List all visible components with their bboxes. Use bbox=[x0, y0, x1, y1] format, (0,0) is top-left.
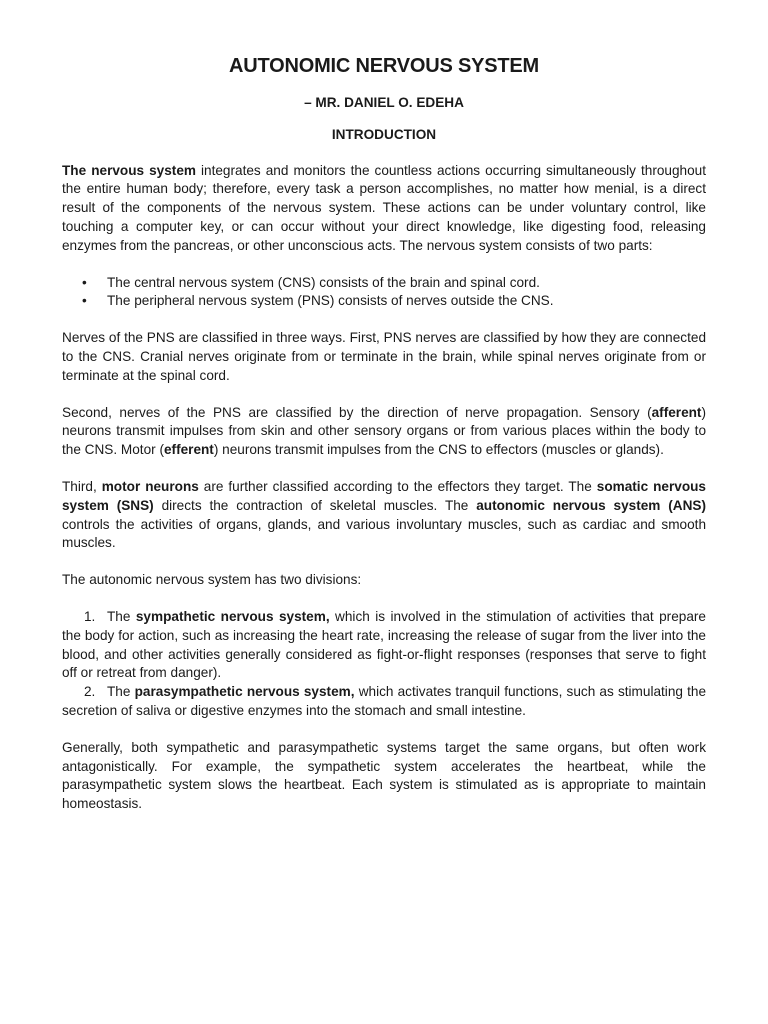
document-title: AUTONOMIC NERVOUS SYSTEM bbox=[228, 55, 540, 77]
text-run: The bbox=[107, 608, 136, 624]
paragraph-antagonistic-systems: Generally, both sympathetic and parasympathetic systems target the same organs, but often work antagonistically. For example, the sympathetic system accelerates the heartbeat, while the parasympathetic system slows the heartbeat. Each system is stimulated as is appropriate to maintain homeostasis. bbox=[62, 739, 706, 812]
list-item bbox=[62, 274, 706, 293]
intro-text: integrates and monitors the countless actions occurring simultaneously throughout the entire human body; therefore, every task a person accomplishes, no matter how menial, is a direct result of the components of the nervous system. These actions can be under voluntary control, like touching a computer key, or can occur without your direct knowledge, like digesting food, releasing enzymes from the pancreas, or other unconscious acts. The nervous system consists of two parts: bbox=[62, 162, 706, 253]
term-parasympathetic-nervous-system: parasympathetic nervous system, bbox=[134, 684, 355, 700]
text-run: directs the contraction of skeletal muscles. The bbox=[153, 497, 477, 513]
section-heading-introduction: INTRODUCTION bbox=[331, 126, 437, 142]
list-number: 1. bbox=[84, 608, 96, 624]
list-item-text: The peripheral nervous system (PNS) consists of nerves outside the CNS. bbox=[107, 293, 554, 309]
text-run: Second, nerves of the PNS are classified by the direction of nerve propagation. Sensory ( bbox=[62, 404, 652, 420]
intro-paragraph bbox=[62, 162, 706, 256]
list-item-text: The central nervous system (CNS) consists of the brain and spinal cord. bbox=[107, 274, 540, 290]
document-author: – MR. DANIEL O. EDEHA bbox=[304, 95, 464, 110]
paragraph-pns-classification: Nerves of the PNS are classified in three ways. First, PNS nerves are classified by how they are connected to the CNS. Cranial nerves originate from or terminate in the brain, while spinal nerves originate from or terminate at the spinal cord. bbox=[62, 330, 706, 383]
text-run: ) neurons transmit impulses from skin and other sensory organs or from various places within the body to the CNS. Motor ( bbox=[62, 404, 706, 458]
term-sympathetic-nervous-system: sympathetic nervous system, bbox=[135, 608, 330, 624]
paragraph-divisions-intro: The autonomic nervous system has two divisions: bbox=[62, 572, 362, 588]
term-efferent: efferent bbox=[163, 442, 214, 458]
bullet-marker: • bbox=[82, 274, 87, 290]
autonomic-divisions-list bbox=[62, 608, 706, 721]
term-autonomic-nervous-system: autonomic nervous system (ANS) bbox=[476, 497, 706, 513]
text-run: which activates tranquil functions, such as stimulating the secretion of saliva or digestive enzymes into the stomach and small intestine. bbox=[62, 684, 707, 718]
text-run: The bbox=[107, 684, 135, 700]
text-run: controls the activities of organs, glands, and various involuntary muscles, such as cardiac and smooth muscles. bbox=[62, 516, 706, 551]
list-item bbox=[62, 608, 706, 683]
paragraph-motor-neurons bbox=[62, 478, 706, 553]
text-run: ) neurons transmit impulses from the CNS to effectors (muscles or glands). bbox=[213, 442, 664, 458]
list-item bbox=[62, 683, 706, 721]
list-item bbox=[62, 292, 706, 311]
intro-lead-bold: The nervous system bbox=[62, 162, 196, 178]
nervous-system-parts-list bbox=[62, 274, 706, 312]
document-page bbox=[62, 52, 706, 832]
bullet-marker: • bbox=[82, 293, 87, 309]
text-run: which is involved in the stimulation of activities that prepare the body for action, such as increasing the heart rate, increasing the release of sugar from the liver into the blood, and other activities generally considered as fight-or-flight responses (responses that serve to fight off or retreat from danger). bbox=[62, 608, 706, 681]
paragraph-nerve-propagation bbox=[62, 404, 706, 460]
text-run: are further classified according to the effectors they target. The bbox=[198, 478, 597, 494]
term-somatic-nervous-system: somatic nervous system (SNS) bbox=[62, 478, 706, 513]
term-motor-neurons: motor neurons bbox=[101, 478, 199, 494]
text-run: Third, bbox=[62, 478, 102, 494]
list-number: 2. bbox=[84, 684, 96, 700]
term-afferent: afferent bbox=[651, 404, 702, 420]
